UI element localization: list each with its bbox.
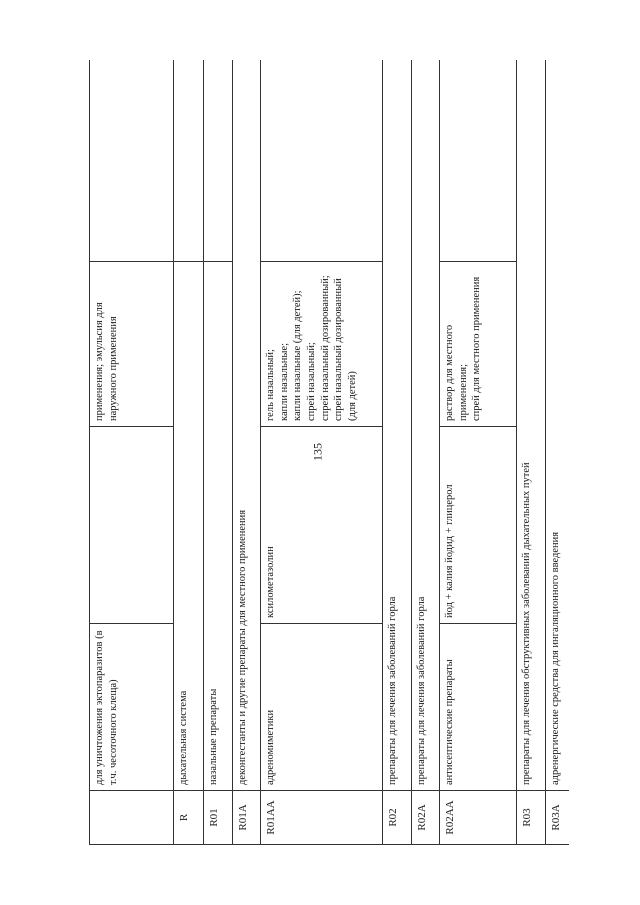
dosage-form-line: спрей для местного применения (471, 276, 483, 421)
table-row (517, 60, 546, 845)
atc-code-cell: R03A (546, 791, 570, 845)
table-viewport (89, 60, 569, 845)
table-row (174, 60, 204, 845)
dosage-form-cell (261, 262, 383, 427)
page-number: 135 (310, 443, 325, 461)
table-row (90, 60, 174, 845)
dosage-form-cell: применения; эмульсия для наружного применения (90, 262, 174, 427)
atc-code-cell: R (174, 791, 204, 845)
atc-code-cell: R01AA (261, 791, 383, 845)
dosage-form-line: спрей назальный дозированный (для детей) (333, 278, 358, 421)
dosage-form-cell (440, 262, 517, 427)
group-title-cell: препараты для лечения заболеваний горла (412, 60, 440, 791)
extra-cell (261, 60, 383, 262)
group-title-cell: препараты для лечения обструктивных заболеваний дыхательных путей (517, 60, 546, 791)
atc-code-cell (90, 791, 174, 845)
group-title-cell: препараты для лечения заболеваний горла (383, 60, 412, 791)
table-row (204, 60, 233, 845)
anatomic-group-cell: для уничтожения эктопаразитов (в т.ч. чесоточного клеща) (90, 624, 174, 791)
atc-code-cell: R01 (204, 791, 233, 845)
dosage-form-line: капли назальные (для детей); (292, 290, 304, 421)
drug-name-cell: ксилометазолин (261, 427, 383, 624)
drug-name-cell: йод + калия йодид + глицерол (440, 427, 517, 624)
dosage-form-line: капли назальные; (278, 342, 290, 421)
dosage-form-line: спрей назальный; (305, 342, 317, 421)
rotated-table-container (89, 60, 569, 845)
table-row (261, 60, 383, 845)
extra-cell (204, 60, 233, 262)
group-title-cell: адренергические средства для ингаляционного введения (546, 60, 570, 791)
group-title-cell: деконгестанты и другие препараты для местного применения (233, 60, 261, 791)
extra-cell (90, 60, 174, 262)
extra-cell (174, 60, 204, 262)
table-row (412, 60, 440, 845)
atc-code-cell: R02AA (440, 791, 517, 845)
atc-code-cell: R02 (383, 791, 412, 845)
dosage-form-line: гель назальный; (265, 349, 276, 421)
table-row (233, 60, 261, 845)
dosage-form-line: спрей назальный дозированный; (319, 275, 331, 421)
atc-code-cell: R03 (517, 791, 546, 845)
anatomic-group-cell: адреномиметики (261, 624, 383, 791)
table-row (383, 60, 412, 845)
table-row (440, 60, 517, 845)
table-row (546, 60, 570, 845)
drug-classification-table (89, 60, 569, 845)
extra-cell (440, 60, 517, 262)
group-title-cell: дыхательная система (174, 262, 204, 791)
dosage-form-line: раствор для местного применения; (444, 324, 469, 421)
anatomic-group-cell: антисептические препараты (440, 624, 517, 791)
atc-code-cell: R02A (412, 791, 440, 845)
drug-name-cell (90, 427, 174, 624)
atc-code-cell: R01A (233, 791, 261, 845)
group-title-cell: назальные препараты (204, 262, 233, 791)
